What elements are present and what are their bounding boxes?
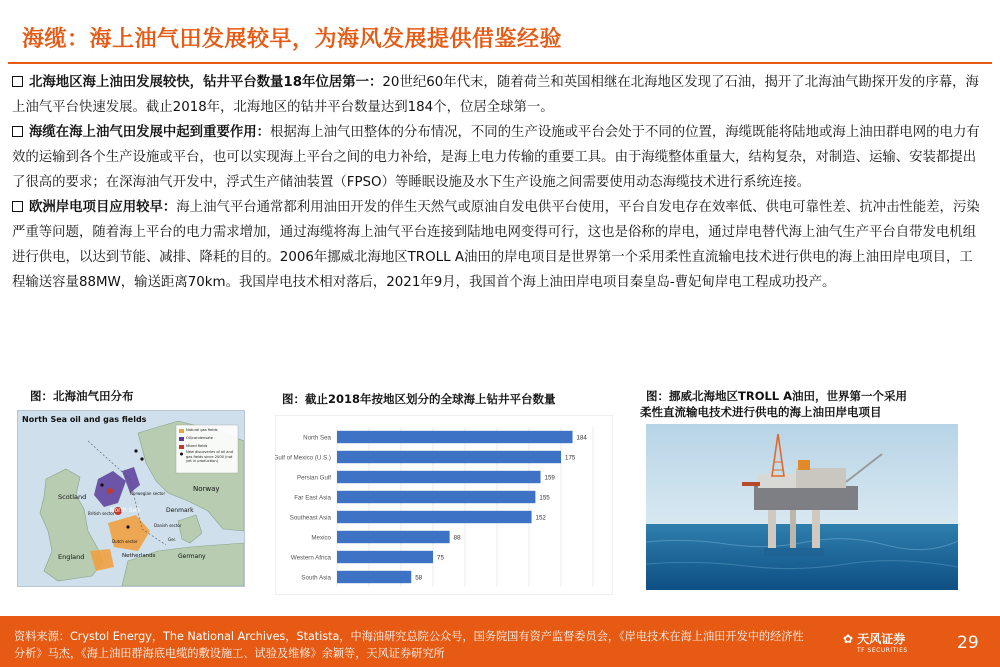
label-ger-sector: Ger.: [168, 537, 177, 542]
legend-new: New discoveries of oil and gas fields since 2000 (not yet in production): [186, 450, 234, 463]
label-dutch-sector: Dutch sector: [112, 539, 138, 544]
value-label: 184: [576, 434, 587, 442]
bar-southeast-asia: [337, 511, 532, 523]
legend-oil: Oil/condensate: [186, 436, 213, 440]
value-label: 58: [415, 574, 423, 582]
bullet-square-icon: [12, 126, 23, 137]
bar-persian-gulf: [337, 471, 541, 483]
bar-western-africa: [337, 551, 433, 563]
paragraph-lead: 北海地区海上油田发展较快，钻井平台数量18年位居第一：: [29, 75, 383, 90]
north-sea-map: [17, 410, 245, 587]
bar-north-sea: [337, 431, 573, 443]
legend-gas: Natural gas fields: [186, 428, 218, 432]
paragraph-body: 海上油气平台通常都利用油田开发的伴生天然气或原油自发电供平台使用，平台自发电存在效率低、供电可靠性差、抗冲击性能差，污染严重等问题，随着海上平台的电力需求增加，通过海缆将海上油气平台连接到陆地电网变得可行，这也是俗称的岸电，通过岸电替代海上油气生产平台自带发电机组进行供电，以达到节能、减排、降耗的目的。2006年挪威北海地区TROLL A油田的岸电项目是世界第一个采用柔性直流输电技术进行供电的海上油田岸电项目，工程输送容量88MW，输送距离70km。我国岸电技术相对落后，2021年9月，我国首个海上油田岸电项目秦皇岛-曹妃甸岸电工程成功投产。: [12, 200, 980, 290]
source-line-2: 分析》马杰，《海上油田群海底电缆的敷设施工、试验及维修》余颖等，天风证券研究所: [14, 647, 445, 660]
label-germany: Germany: [178, 553, 206, 560]
category-label: Western Africa: [290, 554, 331, 562]
fig1-caption: 图：北海油气田分布: [30, 389, 134, 403]
paragraph-lead: 欧洲岸电项目应用较早：: [29, 200, 177, 215]
label-denmark: Denmark: [166, 507, 194, 514]
label-scotland: Scotland: [58, 493, 87, 501]
category-label: Mexico: [311, 534, 331, 542]
page-title: 海缆：海上油气田发展较早，为海风发展提供借鉴经验: [22, 27, 563, 52]
bullet-square-icon: [12, 76, 23, 87]
paragraph-lead: 海缆在海上油气田发展中起到重要作用：: [29, 125, 271, 140]
body-text: [12, 70, 980, 295]
category-label: Gulf of Mexico (U.S.): [275, 454, 331, 462]
category-label: Southeast Asia: [289, 514, 331, 522]
label-netherlands: Netherlands: [122, 553, 156, 559]
fig3-caption-1: 图：挪威北海地区TROLL A油田，世界第一个采用: [646, 389, 908, 403]
paragraph-body: 根据海上油气田整体的分布情况，不同的生产设施或平台会处于不同的位置，海缆既能将陆地或海上油田群电网的电力有效的运输到各个生产设施或平台，也可以实现海上平台之间的电力补给，是海上电力传输的重要工具。由于海缆整体重量大，结构复杂，对制造、运输、安装都提出了很高的要求；在深海油气开发中，浮式生产储油装置（FPSO）等睡眠设施及水下生产设施之间需要使用动态海缆技术进行系统连接。: [12, 125, 980, 190]
bar-mexico: [337, 531, 450, 543]
paragraph-2: [12, 120, 980, 195]
bar-far-east-asia: [337, 491, 535, 503]
category-label: North Sea: [303, 434, 331, 442]
paragraph-3: [12, 195, 980, 295]
value-label: 88: [453, 534, 461, 542]
category-label: South Asia: [301, 574, 331, 582]
legend-mixed: Mixed fields: [186, 444, 208, 448]
map-title: North Sea oil and gas fields: [22, 415, 147, 424]
label-north-sea: North Sea: [110, 507, 140, 514]
source-line-1: 资料来源：Crystol Energy，The National Archives，Statista，中海油研究总院公众号，国务院国有资产监督委员会，《岸电技术在海上油田开发中的经济性: [14, 630, 804, 643]
bar-chart: [275, 415, 613, 595]
label-norwegian-sector: Norwegian sector: [130, 491, 166, 496]
label-british-sector: British sector: [88, 511, 115, 516]
map-legend: [186, 426, 238, 464]
category-label: Far East Asia: [294, 494, 331, 502]
value-label: 75: [437, 554, 444, 562]
category-label: Persian Gulf: [296, 474, 331, 482]
value-label: 175: [565, 454, 576, 462]
label-england: England: [58, 553, 85, 561]
value-label: 159: [544, 474, 555, 482]
paragraph-1: [12, 70, 980, 120]
label-danish-sector: Danish sector: [154, 523, 182, 528]
tf-securities-logo: [843, 630, 908, 654]
value-label: 155: [539, 494, 550, 502]
label-norway: Norway: [193, 485, 220, 493]
title-rule: [8, 62, 992, 64]
logo-text: 天风证券: [857, 632, 906, 646]
fig2-caption: 图：截止2018年按地区划分的全球海上钻井平台数量: [282, 392, 556, 406]
footer-source: [14, 628, 834, 662]
troll-a-platform-photo: [646, 424, 958, 590]
bar-chart-svg: [275, 415, 613, 595]
logo-flower-icon: ✿: [843, 632, 858, 646]
logo-subtext: TF SECURITIES: [857, 647, 908, 654]
fig3-caption-2: 柔性直流输电技术进行供电的海上油田岸电项目: [640, 405, 882, 419]
paragraph-body: 20世纪60年代末，随着荷兰和英国相继在北海地区发现了石油，揭开了北海油气勘探开发的序幕，海上油气平台快速发展。截止2018年，北海地区的钻井平台数量达到184个，位居全球第一。: [12, 75, 979, 115]
value-label: 152: [535, 514, 546, 522]
bar-south-asia: [337, 571, 411, 583]
bar-gulf-of-mexico-u-s-: [337, 451, 561, 463]
bullet-square-icon: [12, 201, 23, 212]
page-number: 29: [957, 633, 979, 653]
